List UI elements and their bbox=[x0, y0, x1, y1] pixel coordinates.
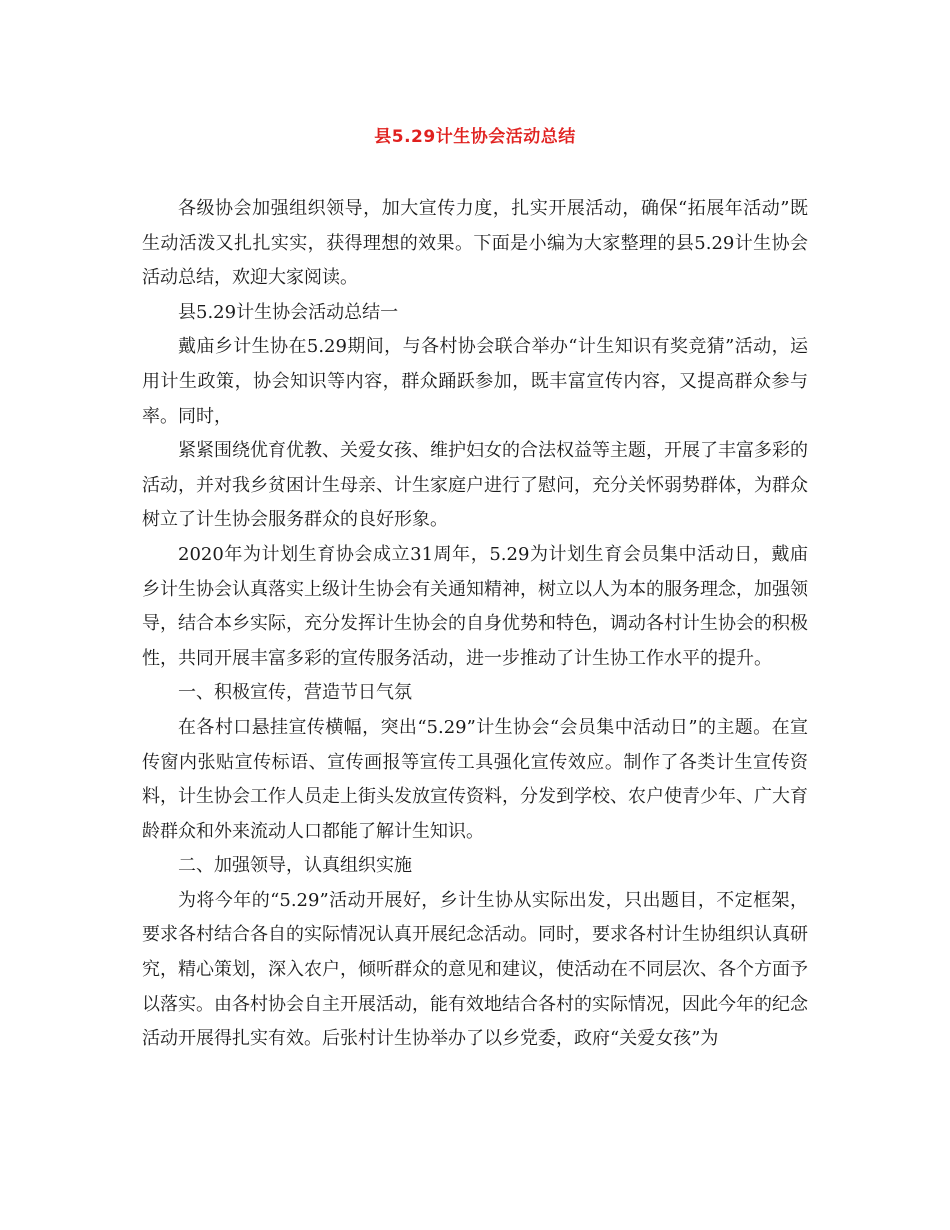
paragraph-anniversary: 2020年为计划生育协会成立31周年，5.29为计划生育会员集中活动日，戴庙乡计生协会认真落实上级计生协会有关通知精神，树立以人为本的服务理念，加强领导，结合本乡实际，充分发挥计生协会的自身优势和特色，调动各村计生协会的积极性，共同开展丰富多彩的宣传服务活动，进一步推动了计生协工作水平的提升。 bbox=[142, 543, 808, 669]
document-body bbox=[142, 192, 808, 1057]
paragraph-leadership: 为将今年的“5.29”活动开展好，乡计生协从实际出发，只出题目，不定框架，要求各村结合各自的实际情况认真开展纪念活动。同时，要求各村计生协组织认真研究，精心策划，深入农户，倾听群众的意见和建议，使活动在不同层次、各个方面予以落实。由各村协会自主开展活动，能有效地结合各村的实际情况，因此今年的纪念活动开展得扎实有效。后张村计生协举办了以乡党委，政府“关爱女孩”为 bbox=[142, 889, 808, 1050]
section-heading-publicity: 一、积极宣传，营造节日气氛 bbox=[178, 682, 412, 704]
paragraph-intro: 各级协会加强组织领导，加大宣传力度，扎实开展活动，确保“拓展年活动”既生动活泼又扎扎实实，获得理想的效果。下面是小编为大家整理的县5.29计生协会活动总结，欢迎大家阅读。 bbox=[142, 198, 808, 289]
paragraph-publicity: 在各村口悬挂宣传横幅，突出“5.29”计生协会“会员集中活动日”的主题。在宣传窗内张贴宣传标语、宣传画报等宣传工具强化宣传效应。制作了各类计生宣传资料，计生协会工作人员走上街头发放宣传资料，分发到学校、农户使青少年、广大育龄群众和外来流动人口都能了解计生知识。 bbox=[142, 716, 808, 842]
document-title: 县5.29计生协会活动总结 bbox=[374, 127, 576, 147]
section-heading-leadership: 二、加强领导，认真组织实施 bbox=[178, 855, 412, 877]
paragraph-quiz-activity: 戴庙乡计生协在5.29期间，与各村协会联合举办“计生知识有奖竞猜”活动，运用计生政策，协会知识等内容，群众踊跃参加，既丰富宣传内容，又提高群众参与率。同时， bbox=[142, 336, 808, 427]
section-heading-summary-one: 县5.29计生协会活动总结一 bbox=[178, 301, 399, 323]
paragraph-themes: 紧紧围绕优育优教、关爱女孩、维护妇女的合法权益等主题，开展了丰富多彩的活动，并对我乡贫困计生母亲、计生家庭户进行了慰问，充分关怀弱势群体，为群众树立了计生协会服务群众的良好形象。 bbox=[142, 440, 808, 531]
